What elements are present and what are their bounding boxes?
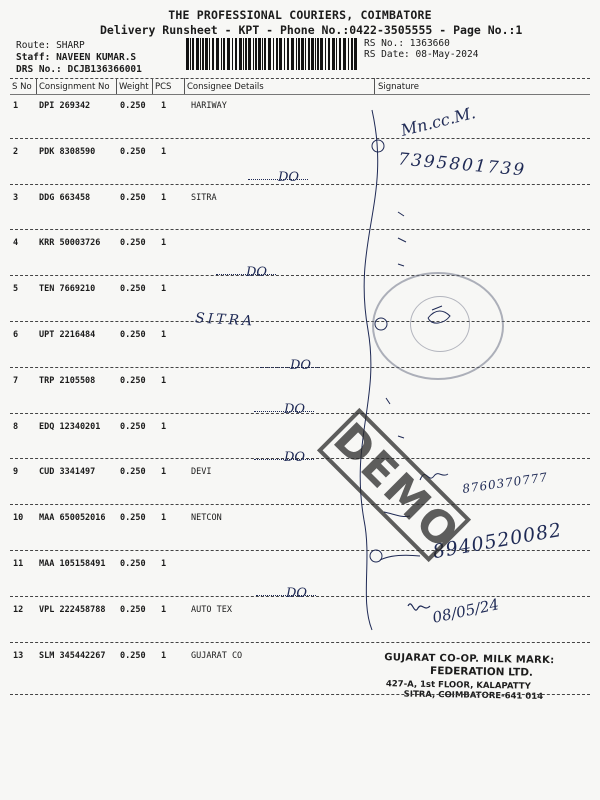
row-consignment-no: TEN 7669210 [39,284,96,294]
ditto-mark: DO [284,402,306,417]
row-pcs: 1 [161,101,167,111]
staff-label: Staff: [16,52,51,63]
row-consignee: SITRA [191,193,217,203]
handwritten-phone: 7395801739 [397,149,527,181]
row-weight: 0.250 [120,330,146,340]
table-bottom-rule [10,694,590,695]
col-header-weight: Weight [119,82,149,92]
row-pcs: 1 [161,559,167,569]
col-header-consignment: Consignment No [39,82,110,92]
row-consignment-no: CUD 3341497 [39,467,96,477]
row-sno: 10 [13,513,24,523]
handwritten-date: 08/05/24 [430,595,501,627]
handwritten-phone: 8760370777 [461,470,549,496]
row-weight: 0.250 [120,513,146,523]
demo-watermark: DEMO [317,408,471,562]
row-consignment-no: UPT 2216484 [39,330,96,340]
handwritten-phone: 8940520082 [431,518,564,564]
row-sno: 2 [13,147,19,157]
row-sno: 3 [13,193,19,203]
ditto-mark: DO [246,265,268,280]
row-weight: 0.250 [120,238,146,248]
row-sno: 9 [13,467,19,477]
route-value: SHARP [56,40,85,51]
row-consignment-no: TRP 2105508 [39,376,96,386]
col-header-sno: S No [12,82,32,92]
row-sno: 4 [13,238,19,248]
row-pcs: 1 [161,284,167,294]
row-sno: 1 [13,101,19,111]
drs-label: DRS No.: [16,64,62,75]
row-weight: 0.250 [120,284,146,294]
row-consignment-no: KRR 50003726 [39,238,101,248]
row-weight: 0.250 [120,193,146,203]
row-pcs: 1 [161,513,167,523]
row-sno: 6 [13,330,19,340]
row-weight: 0.250 [120,147,146,157]
row-pcs: 1 [161,330,167,340]
row-weight: 0.250 [120,101,146,111]
row-consignee: NETCON [191,513,222,523]
consignee-stamp [384,652,595,703]
row-consignment-no: MAA 650052016 [39,513,106,523]
drs-value: DCJB136366001 [67,64,142,75]
ditto-mark: DO [284,450,306,465]
row-sno: 7 [13,376,19,386]
col-header-signature: Signature [378,82,420,92]
stamp-line: GUJARAT CO-OP. MILK MARK: [384,652,555,667]
stamp-line: FEDERATION LTD. [430,664,534,679]
row-pcs: 1 [161,147,167,157]
runsheet-subtitle: Delivery Runsheet - KPT - Phone No.:0422-3505555 - Page No.:1 [100,23,523,37]
row-weight: 0.250 [120,605,146,615]
rs-date-label: RS Date: [364,49,410,60]
row-consignment-no: VPL 222458788 [39,605,106,615]
row-pcs: 1 [161,467,167,477]
row-sno: 8 [13,422,19,432]
stamp-line: 427-A, 1st FLOOR, KALAPATTY [385,679,531,692]
row-sno: 5 [13,284,19,294]
row-sno: 11 [13,559,24,569]
col-header-consignee: Consignee Details [187,82,264,92]
row-weight: 0.250 [120,467,146,477]
row-weight: 0.250 [120,651,146,661]
ditto-mark: DO [286,586,308,601]
staff-value: NAVEEN KUMAR.S [56,52,137,63]
rs-no-label: RS No.: [364,38,405,49]
handwritten-consignee: SITRA [194,310,256,330]
row-pcs: 1 [161,238,167,248]
rs-date-value: 08-May-2024 [415,49,479,60]
row-pcs: 1 [161,376,167,386]
row-weight: 0.250 [120,559,146,569]
stamp-line: SITRA, COIMBATORE-641 014 [403,689,544,702]
row-consignment-no: DPI 269342 [39,101,91,111]
row-consignment-no: PDK 8308590 [39,147,96,157]
rs-no-value: 1363660 [409,38,450,49]
ditto-mark: DO [290,358,312,373]
row-pcs: 1 [161,193,167,203]
row-consignee: GUJARAT CO [191,651,243,661]
row-pcs: 1 [161,651,167,661]
col-header-pcs: PCS [155,82,172,92]
handwritten-name: Mn.cc.M. [398,103,478,140]
row-consignment-no: SLM 345442267 [39,651,106,661]
row-consignee: HARIWAY [191,101,227,111]
row-consignee: AUTO TEX [191,605,232,615]
row-consignment-no: EDQ 12340201 [39,422,101,432]
row-pcs: 1 [161,422,167,432]
ditto-mark: DO [278,170,300,185]
row-consignment-no: MAA 105158491 [39,559,106,569]
company-title: THE PROFESSIONAL COURIERS, COIMBATORE [168,8,432,22]
row-weight: 0.250 [120,422,146,432]
row-pcs: 1 [161,605,167,615]
row-sno: 12 [13,605,24,615]
route-label: Route: [16,40,51,51]
row-consignee: DEVI [191,467,212,477]
row-sno: 13 [13,651,24,661]
row-weight: 0.250 [120,376,146,386]
row-consignment-no: DDG 663458 [39,193,91,203]
